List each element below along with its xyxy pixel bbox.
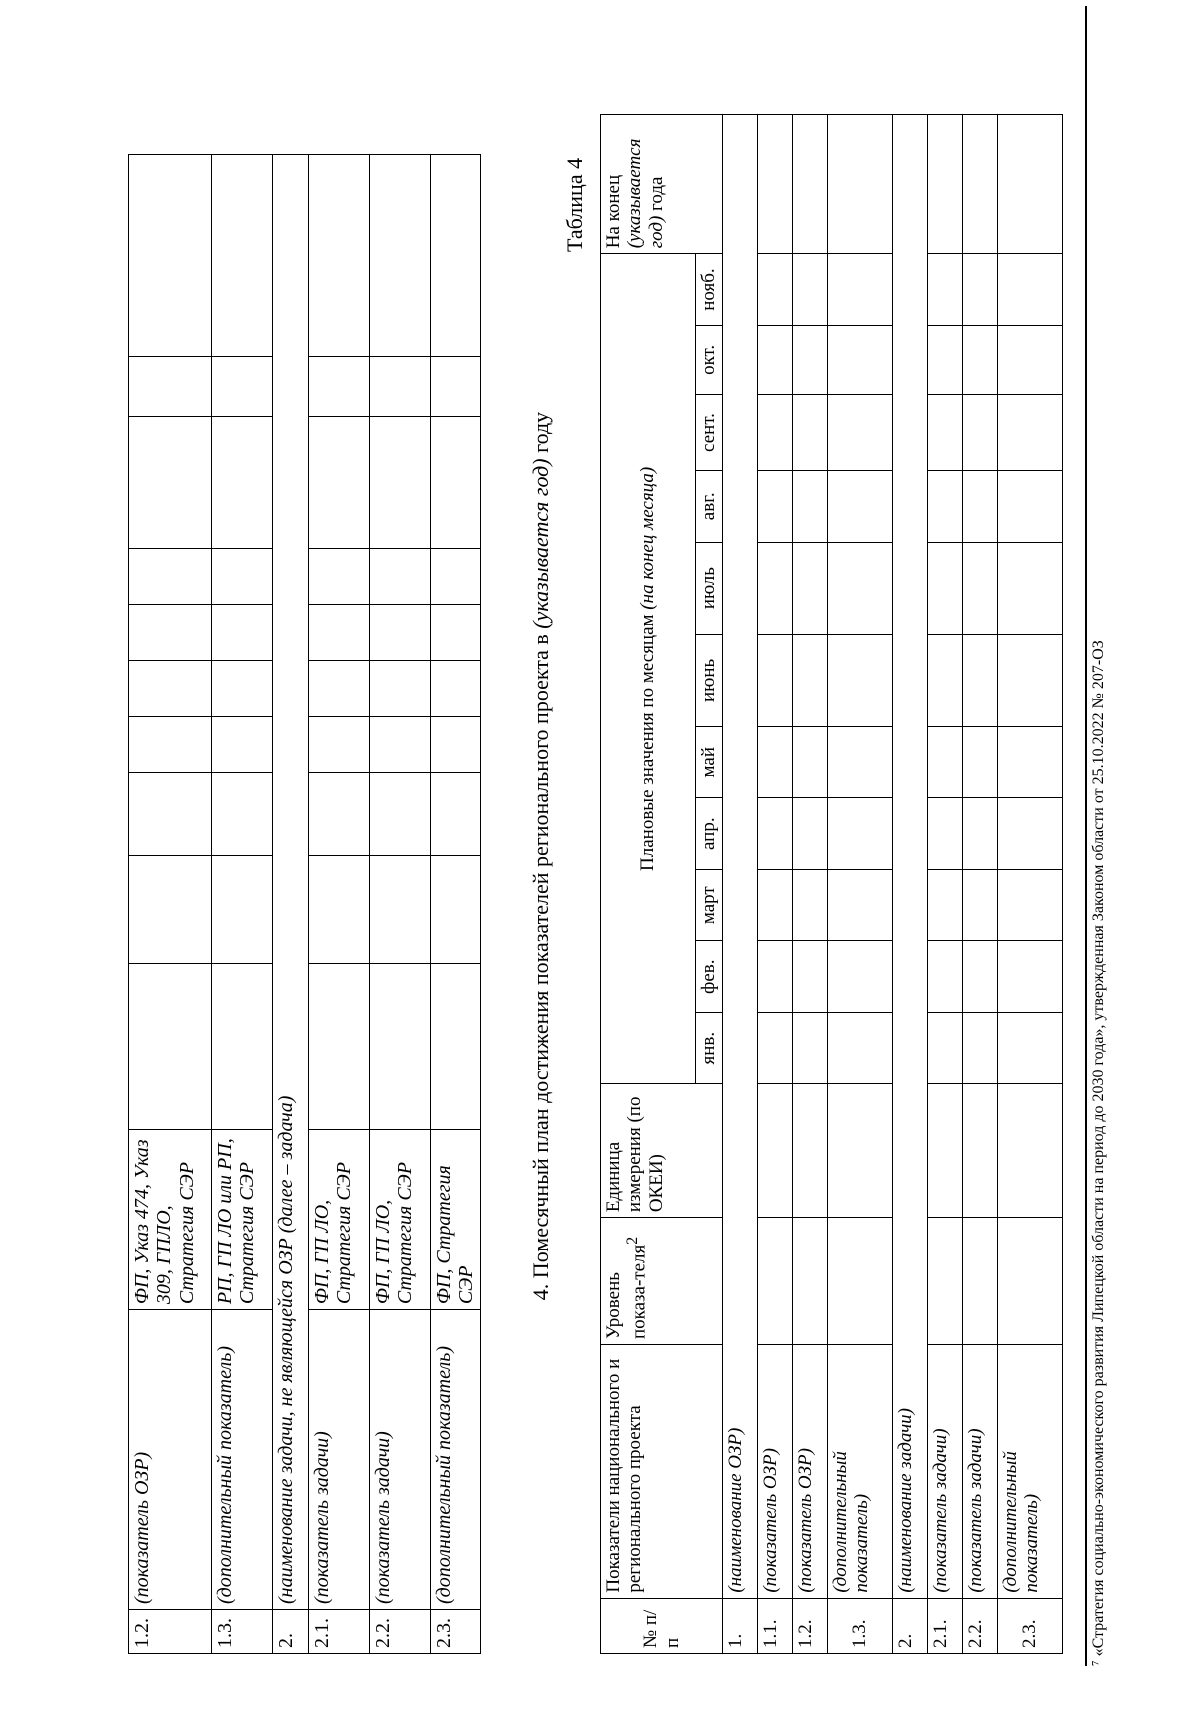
empty-cell: [309, 716, 370, 772]
task-heading: (наименование задачи): [893, 115, 928, 1599]
month-header: янв.: [696, 1012, 723, 1083]
empty-cell: [212, 356, 273, 416]
empty-cell: [309, 548, 370, 604]
empty-cell: [998, 1218, 1063, 1345]
section-title: 4. Помесячный план достижения показателей регионального проекта в (указывается год) году: [528, 411, 553, 1301]
empty-cell: [998, 542, 1063, 634]
row-source: ФП, Стратегия СЭР: [431, 1130, 481, 1310]
empty-cell: [212, 416, 273, 548]
empty-cell: [928, 394, 963, 470]
table-row: [928, 115, 963, 1654]
empty-cell: [370, 716, 431, 772]
row-name: (показатель задачи): [928, 1345, 963, 1599]
empty-cell: [431, 716, 481, 772]
monthly-plan-table: [600, 114, 1063, 1654]
empty-cell: [758, 471, 793, 542]
empty-cell: [309, 964, 370, 1130]
empty-cell: [963, 1012, 998, 1083]
empty-cell: [998, 634, 1063, 726]
empty-cell: [963, 394, 998, 470]
empty-cell: [998, 394, 1063, 470]
empty-cell: [129, 604, 212, 660]
empty-cell: [828, 542, 893, 634]
empty-cell: [793, 1012, 828, 1083]
empty-cell: [963, 941, 998, 1012]
empty-cell: [129, 416, 212, 548]
empty-cell: [963, 325, 998, 394]
empty-cell: [828, 727, 893, 798]
empty-cell: [793, 325, 828, 394]
header-level: Уровень показа-теля$^2$: [601, 1218, 723, 1345]
month-header: апр.: [696, 798, 723, 869]
empty-cell: [828, 115, 893, 254]
empty-cell: [431, 856, 481, 964]
row-number: 1.3.: [828, 1598, 893, 1653]
row-name: (показатель задачи): [963, 1345, 998, 1599]
empty-cell: [963, 471, 998, 542]
empty-cell: [828, 1012, 893, 1083]
empty-cell: [928, 941, 963, 1012]
empty-cell: [998, 1084, 1063, 1218]
empty-cell: [928, 254, 963, 325]
empty-cell: [793, 115, 828, 254]
empty-cell: [129, 660, 212, 716]
empty-cell: [431, 604, 481, 660]
table-row: [793, 115, 828, 1654]
table-row: [758, 115, 793, 1654]
empty-cell: [758, 1012, 793, 1083]
month-header: авг.: [696, 471, 723, 542]
empty-cell: [928, 115, 963, 254]
empty-cell: [212, 155, 273, 357]
row-number: 1.2.: [129, 1610, 212, 1654]
table-row: [273, 155, 309, 1654]
table-row: [212, 155, 273, 1654]
empty-cell: [431, 548, 481, 604]
indicators-table-continued: [128, 154, 481, 1654]
empty-cell: [998, 254, 1063, 325]
empty-cell: [998, 798, 1063, 869]
empty-cell: [370, 416, 431, 548]
empty-cell: [129, 716, 212, 772]
row-name: (показатель ОЗР): [793, 1345, 828, 1599]
empty-cell: [758, 1084, 793, 1218]
empty-cell: [793, 394, 828, 470]
row-name: (дополнительный показатель): [828, 1345, 893, 1599]
empty-cell: [129, 155, 212, 357]
empty-cell: [963, 634, 998, 726]
row-number: 2.2.: [370, 1610, 431, 1654]
empty-cell: [793, 727, 828, 798]
empty-cell: [998, 1012, 1063, 1083]
empty-cell: [758, 254, 793, 325]
empty-cell: [828, 325, 893, 394]
row-number: 2.1.: [928, 1598, 963, 1653]
footnote: ⁷ «Стратегия социально-экономического развития Липецкой области на период до 2030 года», утвержденная Законом области от 25.10.2022 № 207-ОЗ: [1090, 640, 1107, 1666]
month-header: март: [696, 869, 723, 940]
goal-heading: (наименование ОЗР): [723, 115, 758, 1599]
empty-cell: [828, 798, 893, 869]
row-number: 2.3.: [998, 1598, 1063, 1653]
row-source: ФП, Указ 474, Указ 309, ГПЛО, Стратегия СЭР: [129, 1130, 212, 1310]
row-number: 2.3.: [431, 1610, 481, 1654]
empty-cell: [793, 1084, 828, 1218]
row-number: 1.2.: [793, 1598, 828, 1653]
empty-cell: [793, 634, 828, 726]
row-number: 1.: [723, 1598, 758, 1653]
empty-cell: [309, 416, 370, 548]
table-row: [723, 115, 758, 1654]
row-number: 1.3.: [212, 1610, 273, 1654]
empty-cell: [309, 155, 370, 357]
month-header: июль: [696, 542, 723, 634]
row-name: (показатель ОЗР): [758, 1345, 793, 1599]
row-source: РП, ГП ЛО или РП, Стратегия СЭР: [212, 1130, 273, 1310]
empty-cell: [963, 727, 998, 798]
row-name: (показатель ОЗР): [129, 1310, 212, 1610]
empty-cell: [963, 1084, 998, 1218]
empty-cell: [309, 356, 370, 416]
header-row: [601, 115, 696, 1654]
empty-cell: [963, 254, 998, 325]
empty-cell: [963, 115, 998, 254]
empty-cell: [828, 869, 893, 940]
row-name: (показатель задачи): [309, 1310, 370, 1610]
empty-cell: [431, 356, 481, 416]
empty-cell: [828, 394, 893, 470]
header-number: № п/п: [601, 1598, 723, 1653]
empty-cell: [370, 604, 431, 660]
empty-cell: [212, 660, 273, 716]
empty-cell: [758, 869, 793, 940]
row-number: 2.: [893, 1598, 928, 1653]
header-unit: Единица измерения (по ОКЕИ): [601, 1084, 723, 1218]
row-number: 2.: [273, 1610, 309, 1654]
empty-cell: [928, 727, 963, 798]
empty-cell: [928, 634, 963, 726]
month-header: сент.: [696, 394, 723, 470]
empty-cell: [370, 548, 431, 604]
empty-cell: [758, 727, 793, 798]
empty-cell: [370, 356, 431, 416]
empty-cell: [758, 798, 793, 869]
empty-cell: [963, 869, 998, 940]
empty-cell: [793, 542, 828, 634]
month-header: фев.: [696, 941, 723, 1012]
empty-cell: [370, 772, 431, 856]
empty-cell: [370, 856, 431, 964]
table-row: [963, 115, 998, 1654]
empty-cell: [828, 634, 893, 726]
empty-cell: [129, 356, 212, 416]
row-number: 1.1.: [758, 1598, 793, 1653]
empty-cell: [928, 1012, 963, 1083]
empty-cell: [212, 772, 273, 856]
empty-cell: [431, 772, 481, 856]
empty-cell: [828, 1084, 893, 1218]
table-row: [129, 155, 212, 1654]
empty-cell: [998, 941, 1063, 1012]
empty-cell: [758, 394, 793, 470]
empty-cell: [309, 772, 370, 856]
empty-cell: [212, 856, 273, 964]
empty-cell: [998, 325, 1063, 394]
empty-cell: [129, 548, 212, 604]
row-number: 2.2.: [963, 1598, 998, 1653]
row-name: (показатель задачи): [370, 1310, 431, 1610]
header-planned: Плановые значения по месяцам (на конец месяца): [601, 254, 696, 1084]
empty-cell: [828, 471, 893, 542]
empty-cell: [758, 1218, 793, 1345]
empty-cell: [431, 416, 481, 548]
month-header: май: [696, 727, 723, 798]
empty-cell: [309, 660, 370, 716]
empty-cell: [793, 798, 828, 869]
task-heading: (наименование задачи, не являющейся ОЗР (далее – задача): [273, 155, 309, 1610]
footnote-separator: [1085, 6, 1087, 1666]
table-row: [370, 155, 431, 1654]
empty-cell: [129, 964, 212, 1130]
empty-cell: [212, 964, 273, 1130]
empty-cell: [370, 964, 431, 1130]
row-name: (дополнительный показатель): [431, 1310, 481, 1610]
empty-cell: [998, 471, 1063, 542]
empty-cell: [998, 727, 1063, 798]
empty-cell: [758, 941, 793, 1012]
empty-cell: [963, 1218, 998, 1345]
empty-cell: [793, 941, 828, 1012]
empty-cell: [212, 548, 273, 604]
empty-cell: [793, 869, 828, 940]
month-header: июнь: [696, 634, 723, 726]
header-year-end: На конец (указывается год) года: [601, 115, 723, 254]
empty-cell: [129, 856, 212, 964]
empty-cell: [370, 155, 431, 357]
row-name: (дополнительный показатель): [998, 1345, 1063, 1599]
empty-cell: [370, 660, 431, 716]
header-indicator: Показатели национального и регионального проекта: [601, 1345, 723, 1599]
empty-cell: [928, 325, 963, 394]
empty-cell: [758, 115, 793, 254]
empty-cell: [963, 542, 998, 634]
empty-cell: [431, 660, 481, 716]
empty-cell: [928, 798, 963, 869]
row-source: ФП, ГП ЛО, Стратегия СЭР: [370, 1130, 431, 1310]
table-row: [431, 155, 481, 1654]
empty-cell: [212, 604, 273, 660]
table-row: [998, 115, 1063, 1654]
row-name: (дополнительный показатель): [212, 1310, 273, 1610]
empty-cell: [963, 798, 998, 869]
table-label: Таблица 4: [562, 157, 587, 252]
month-header: нояб.: [696, 254, 723, 325]
empty-cell: [828, 254, 893, 325]
empty-cell: [998, 869, 1063, 940]
empty-cell: [928, 1084, 963, 1218]
empty-cell: [928, 1218, 963, 1345]
empty-cell: [758, 325, 793, 394]
table-row: [828, 115, 893, 1654]
empty-cell: [998, 115, 1063, 254]
empty-cell: [758, 634, 793, 726]
empty-cell: [212, 716, 273, 772]
month-header: окт.: [696, 325, 723, 394]
empty-cell: [928, 471, 963, 542]
row-source: ФП, ГП ЛО, Стратегия СЭР: [309, 1130, 370, 1310]
empty-cell: [793, 254, 828, 325]
empty-cell: [828, 1218, 893, 1345]
table-row: [309, 155, 370, 1654]
empty-cell: [928, 542, 963, 634]
empty-cell: [431, 964, 481, 1130]
table-row: [893, 115, 928, 1654]
empty-cell: [431, 155, 481, 357]
row-number: 2.1.: [309, 1610, 370, 1654]
empty-cell: [793, 471, 828, 542]
empty-cell: [928, 869, 963, 940]
empty-cell: [758, 542, 793, 634]
empty-cell: [309, 604, 370, 660]
empty-cell: [793, 1218, 828, 1345]
empty-cell: [129, 772, 212, 856]
empty-cell: [828, 941, 893, 1012]
empty-cell: [309, 856, 370, 964]
